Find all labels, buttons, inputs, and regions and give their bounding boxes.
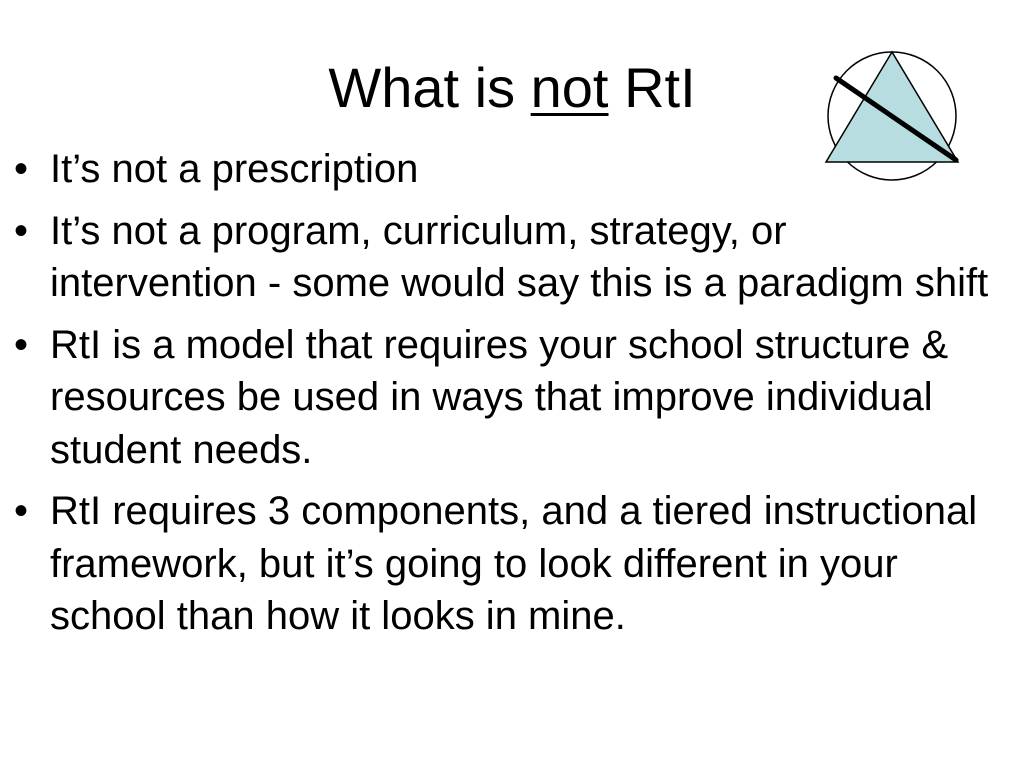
- bullet-text: RtI is a model that requires your school structure & resources be used in ways that improve individual student needs.: [50, 322, 949, 472]
- bullet-item: [14, 485, 1004, 643]
- bullet-text: RtI requires 3 components, and a tiered instructional framework, but it’s going to look different in your school than how it looks in mine.: [50, 489, 978, 638]
- bullet-text: It’s not a prescription: [50, 147, 419, 191]
- bullet-item: [14, 205, 1004, 310]
- bullet-text: It’s not a program, curriculum, strategy, or intervention - some would say this is a paradigm shift: [50, 208, 989, 305]
- bullet-dot: •: [14, 147, 29, 191]
- bullet-list: [14, 143, 1004, 652]
- bullet-dot: •: [14, 208, 29, 253]
- title-emphasis: not: [530, 56, 609, 119]
- title-suffix: RtI: [624, 56, 696, 119]
- bullet-item: [14, 143, 1004, 196]
- bullet-dot: •: [14, 322, 29, 367]
- bullet-dot: •: [14, 489, 29, 533]
- bullet-item: [14, 319, 1004, 477]
- title-prefix: What is: [328, 56, 516, 119]
